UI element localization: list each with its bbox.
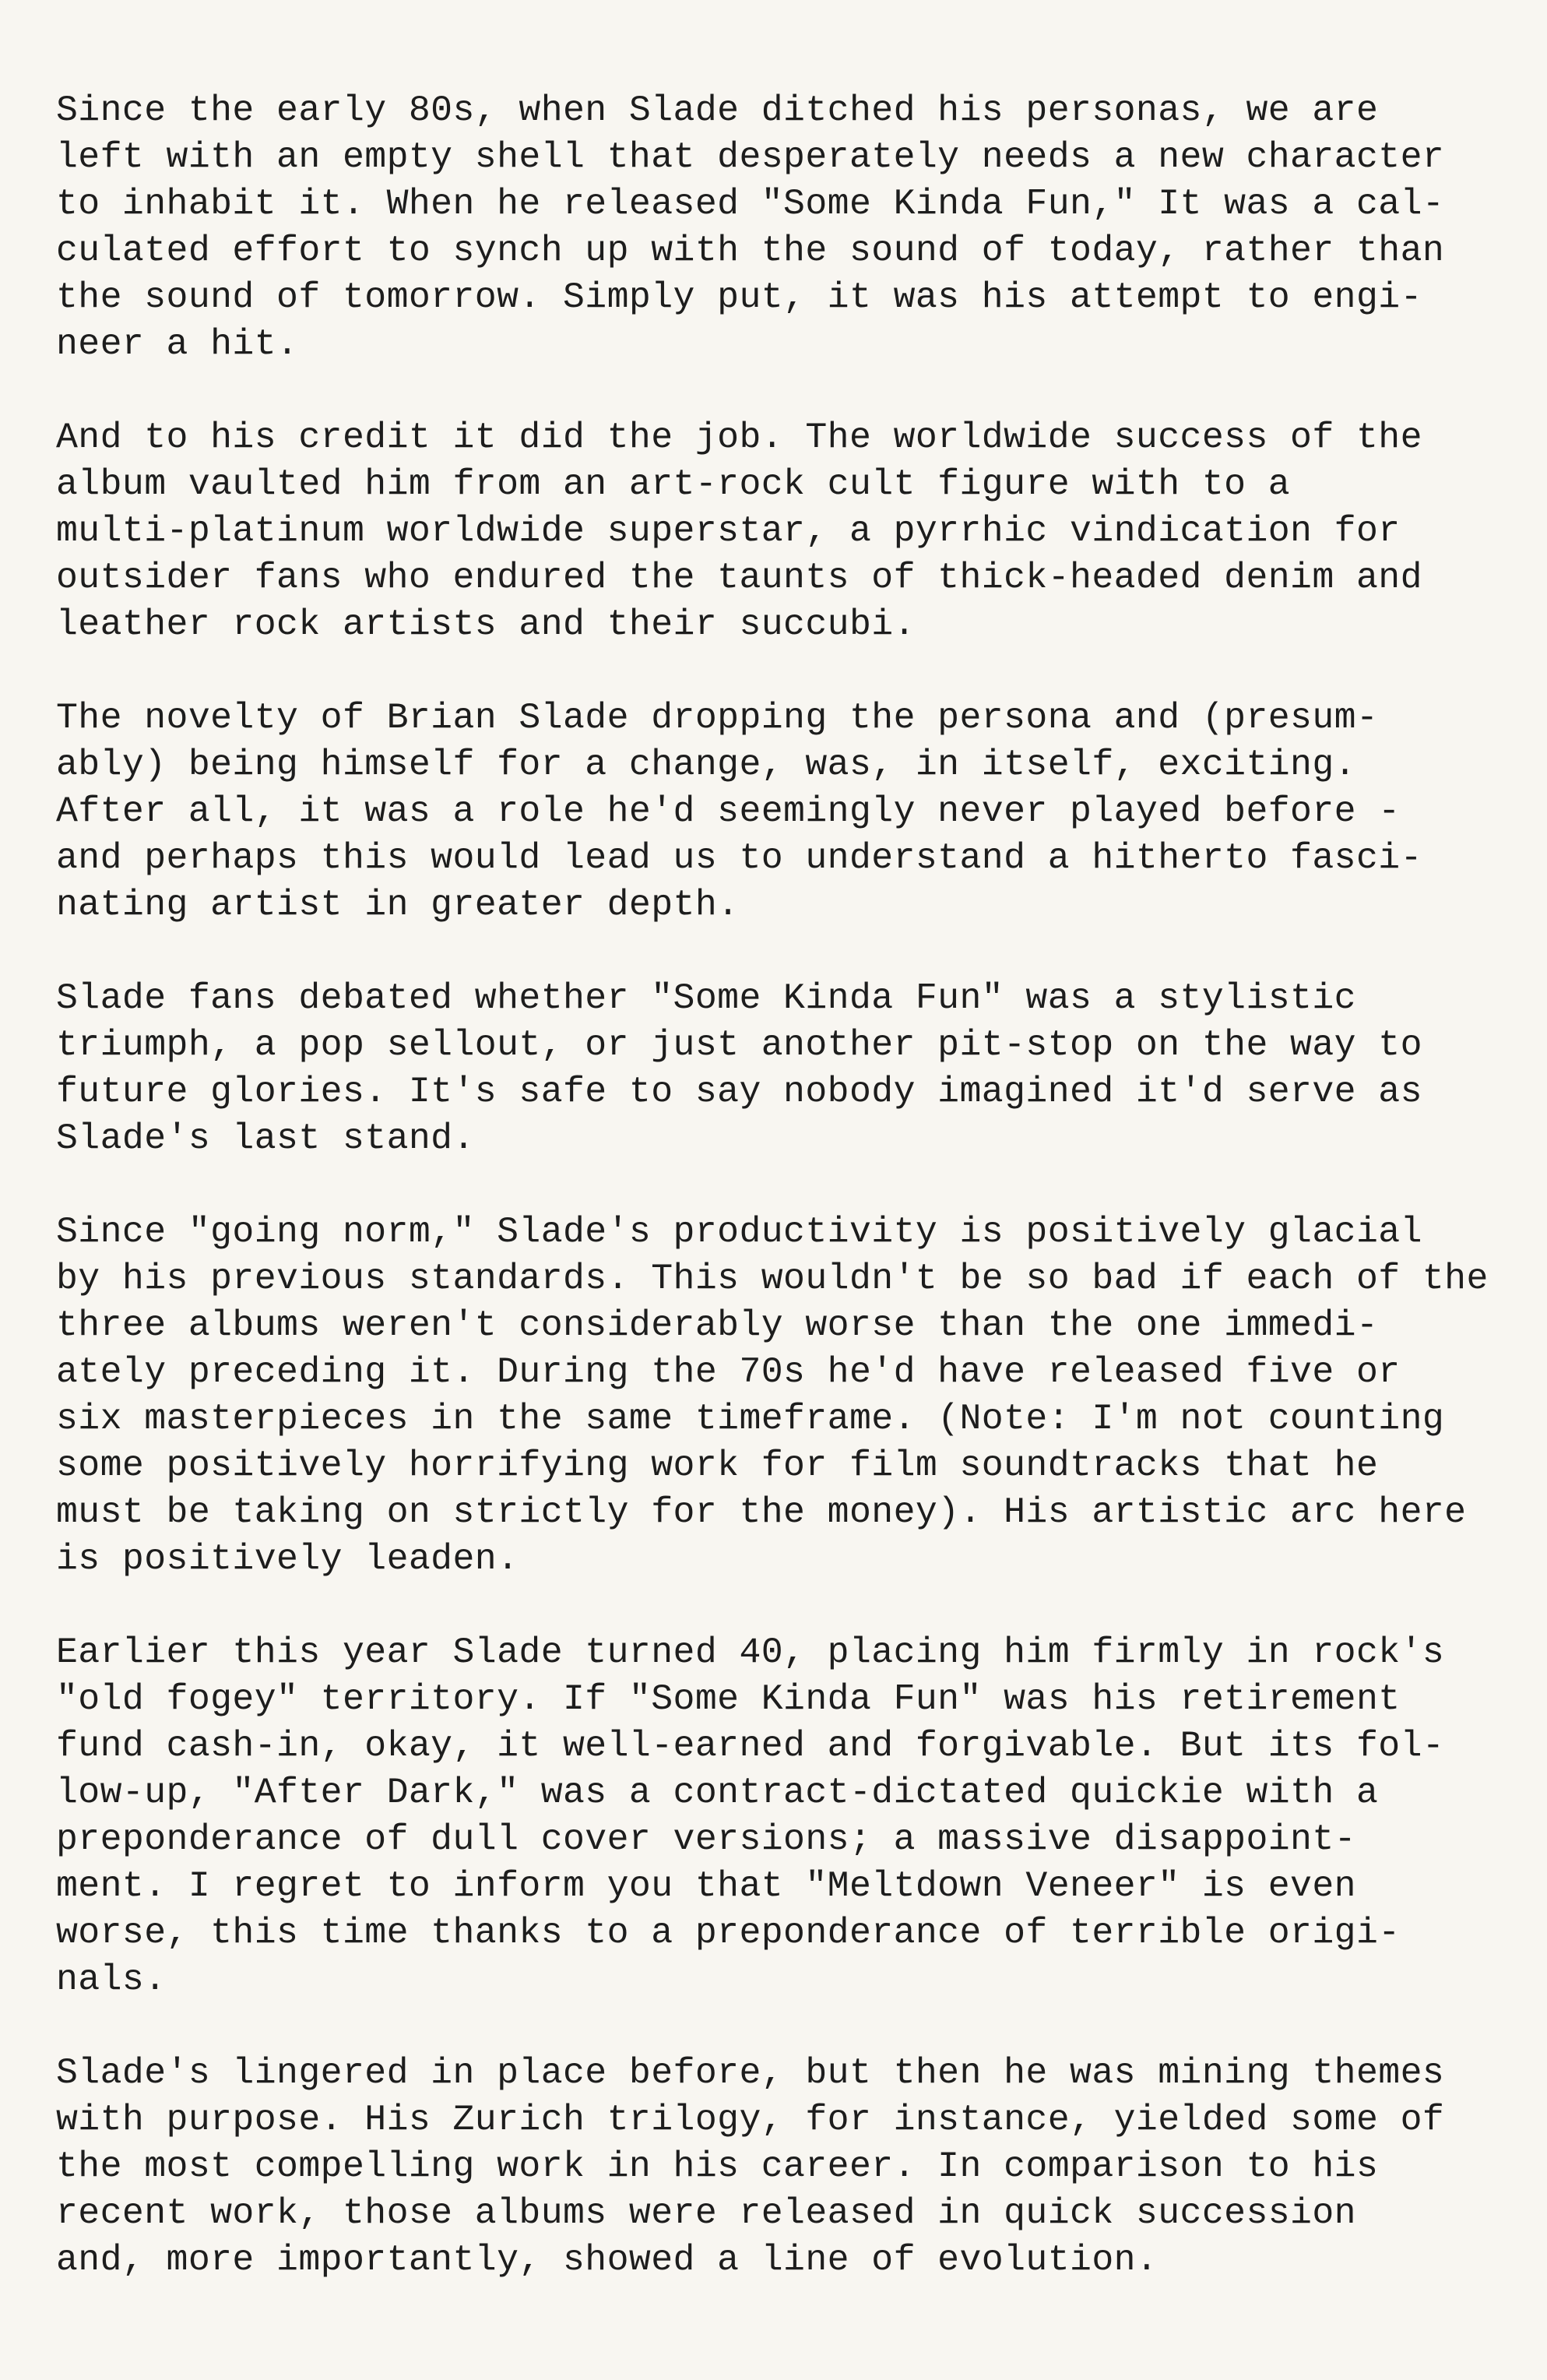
text-line: to inhabit it. When he released "Some Kinda Fun," It was a cal-	[56, 183, 1445, 224]
paragraph-7	[56, 2050, 1504, 2283]
text-line: outsider fans who endured the taunts of thick-headed denim and	[56, 557, 1422, 598]
text-line: left with an empty shell that desperately needs a new character	[56, 136, 1445, 178]
paragraph-3	[56, 695, 1504, 928]
text-line: fund cash-in, okay, it well-earned and forgivable. But its fol-	[56, 1725, 1445, 1766]
text-line: the most compelling work in his career. In comparison to his	[56, 2146, 1379, 2187]
text-line: And to his credit it did the job. The worldwide success of the	[56, 417, 1422, 458]
text-line: The novelty of Brian Slade dropping the persona and (presum-	[56, 697, 1379, 738]
text-line: ably) being himself for a change, was, in itself, exciting.	[56, 744, 1356, 785]
text-line: Since "going norm," Slade's productivity is positively glacial	[56, 1211, 1422, 1252]
text-line: Earlier this year Slade turned 40, placing him firmly in rock's	[56, 1632, 1445, 1673]
text-line: album vaulted him from an art-rock cult figure with to a	[56, 463, 1291, 505]
paragraph-1	[56, 87, 1504, 368]
text-line: preponderance of dull cover versions; a massive disappoint-	[56, 1818, 1356, 1860]
paragraph-2	[56, 414, 1504, 648]
text-line: triumph, a pop sellout, or just another pit-stop on the way to	[56, 1024, 1422, 1065]
text-line: six masterpieces in the same timeframe. (Note: I'm not counting	[56, 1398, 1445, 1439]
text-line: "old fogey" territory. If "Some Kinda Fun" was his retirement	[56, 1678, 1401, 1720]
text-line: is positively leaden.	[56, 1538, 519, 1579]
text-line: some positively horrifying work for film soundtracks that he	[56, 1445, 1379, 1486]
text-line: must be taking on strictly for the money). His artistic arc here	[56, 1491, 1467, 1533]
text-line: Slade's last stand.	[56, 1118, 475, 1159]
paragraph-4	[56, 975, 1504, 1162]
text-line: neer a hit.	[56, 323, 299, 364]
text-line: Slade fans debated whether "Some Kinda Fun" was a stylistic	[56, 977, 1356, 1019]
text-line: and, more importantly, showed a line of evolution.	[56, 2239, 1158, 2280]
text-line: After all, it was a role he'd seemingly never played before -	[56, 790, 1401, 832]
article-body	[56, 87, 1504, 2330]
text-line: Slade's lingered in place before, but then he was mining themes	[56, 2052, 1445, 2093]
text-line: recent work, those albums were released in quick succession	[56, 2192, 1356, 2234]
text-line: by his previous standards. This wouldn't be so bad if each of the	[56, 1258, 1489, 1299]
text-line: the sound of tomorrow. Simply put, it was his attempt to engi-	[56, 276, 1422, 318]
text-line: worse, this time thanks to a preponderance of terrible origi-	[56, 1912, 1401, 1953]
text-line: culated effort to synch up with the sound of today, rather than	[56, 230, 1445, 271]
text-line: nals.	[56, 1959, 167, 2000]
text-line: low-up, "After Dark," was a contract-dictated quickie with a	[56, 1772, 1379, 1813]
paragraph-6	[56, 1629, 1504, 2003]
text-line: and perhaps this would lead us to understand a hitherto fasci-	[56, 837, 1422, 878]
text-line: with purpose. His Zurich trilogy, for instance, yielded some of	[56, 2099, 1445, 2140]
text-line: three albums weren't considerably worse than the one immedi-	[56, 1304, 1379, 1346]
text-line: leather rock artists and their succubi.	[56, 604, 916, 645]
text-line: ately preceding it. During the 70s he'd have released five or	[56, 1351, 1401, 1392]
text-line: ment. I regret to inform you that "Meltdown Veneer" is even	[56, 1865, 1356, 1906]
text-line: future glories. It's safe to say nobody imagined it'd serve as	[56, 1071, 1422, 1112]
paragraph-5	[56, 1209, 1504, 1583]
text-line: nating artist in greater depth.	[56, 884, 740, 925]
text-line: multi-platinum worldwide superstar, a pyrrhic vindication for	[56, 510, 1401, 551]
text-line: Since the early 80s, when Slade ditched his personas, we are	[56, 90, 1379, 131]
